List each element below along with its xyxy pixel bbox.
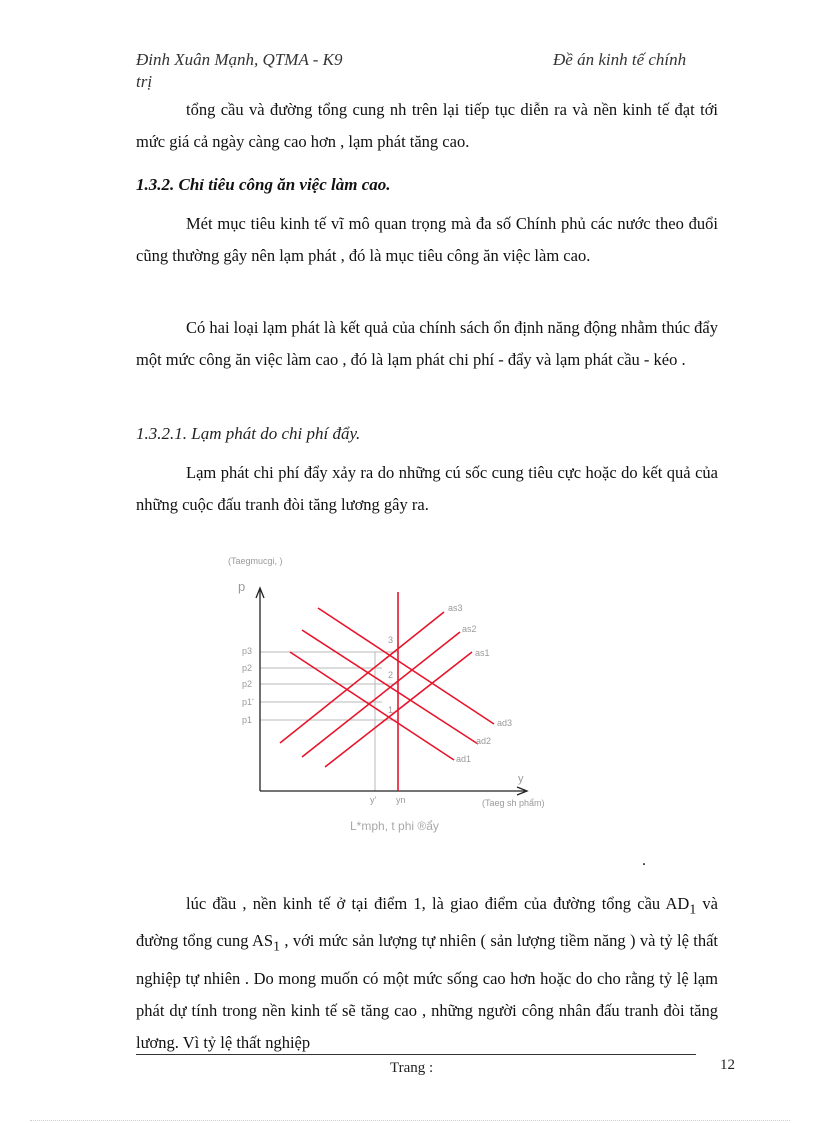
section-heading-1-3-2-1: 1.3.2.1. Lạm phát do chi phí đẩy.	[136, 424, 361, 443]
axes	[256, 588, 527, 795]
page-bottom-edge	[30, 1120, 790, 1121]
x-axis-caption: (Taeg sh phẩm)	[482, 798, 545, 808]
y-axis-caption: (Taegmucgi, )	[228, 556, 283, 566]
ad-symbol: AD	[665, 894, 690, 913]
footer-rule	[136, 1054, 696, 1055]
paragraph-cost-push: Lạm phát chi phí đẩy xảy ra do những cú sốc cung tiêu cực hoặc do kết quả của những cuộc đấu tranh đòi tăng lương gây ra.	[136, 463, 718, 514]
ad1-label: ad1	[456, 754, 472, 764]
price-label-p2b: p2	[242, 679, 253, 689]
price-label-p3: p3	[242, 646, 253, 656]
ad-subscript: 1	[689, 901, 697, 917]
explanation-part-2: và đường tổng cung	[136, 894, 718, 951]
paragraph-explanation	[136, 888, 718, 1059]
as1-label: as1	[475, 648, 490, 658]
x-tick-yn: yn	[396, 795, 406, 805]
as-subscript: 1	[273, 938, 280, 954]
as2-label: as2	[462, 624, 477, 634]
header-title: Đề án kinh tế chính	[553, 50, 687, 69]
point-label-3: 3	[388, 635, 394, 645]
x-axis-letter: y	[518, 773, 524, 785]
as-symbol: AS	[252, 931, 274, 951]
ad2-curve	[302, 630, 478, 744]
cost-push-inflation-diagram	[220, 550, 580, 840]
price-guide-lines	[260, 652, 398, 791]
stray-dot: .	[642, 852, 646, 869]
header-title-wrap: trị	[136, 72, 153, 91]
as3-label: as3	[448, 603, 463, 613]
point-label-2: 2	[388, 670, 394, 680]
explanation-part-1: lúc đầu , nền kinh tế ở tại điểm 1, là giao điểm của đường tổng cầu	[186, 894, 666, 913]
ad2-label: ad2	[476, 736, 492, 746]
point-label-1: 1	[388, 705, 394, 715]
paragraph-intro: tổng cầu và đường tổng cung nh trên lại tiếp tục diễn ra và nền kinh tế đạt tới mức giá cả ngày càng cao hơn , lạm phát tăng cao.	[136, 100, 718, 151]
paragraph-goal: Mét mục tiêu kinh tế vĩ mô quan trọng mà đa số Chính phủ các nước theo đuổi cũng thường gây nên lạm phát , đó là mục tiêu công ăn việc làm cao.	[136, 214, 718, 265]
as2-curve	[302, 632, 460, 757]
price-label-p1prime: p1'	[242, 697, 254, 707]
figure-caption: L*mph, t phi ®ẩy	[350, 819, 439, 833]
y-axis-letter: p	[238, 579, 246, 594]
paragraph-types: Có hai loại lạm phát là kết quả của chính sách ổn định năng động nhằm thúc đẩy một mức công ăn việc làm cao , đó là lạm phát chi phí - đẩy và lạm phát cầu - kéo .	[136, 318, 718, 369]
price-label-p1: p1	[242, 715, 253, 725]
price-label-p2a: p2	[242, 663, 253, 673]
ad3-label: ad3	[497, 718, 513, 728]
footer-page-number: 12	[720, 1057, 735, 1073]
x-tick-y-prime: y'	[370, 795, 377, 805]
section-heading-1-3-2: 1.3.2. Chỉ tiêu công ăn việc làm cao.	[136, 175, 391, 194]
footer-page-label: Trang :	[390, 1060, 434, 1076]
explanation-part-3: , với mức sản lượng tự nhiên ( sản lượng tiềm năng ) và tỷ lệ thất nghiệp tự nhiên . Do mong muốn có một mức sống cao hơn hoặc do cho rằng tỷ lệ lạm phát dự tính trong nền kinh tế sẽ tăng cao , những người công nhân đấu tranh đòi tăng lương. Vì tỷ lệ thất nghiệp	[136, 931, 718, 1052]
header-author: Đinh Xuân Mạnh, QTMA - K9	[136, 50, 343, 69]
